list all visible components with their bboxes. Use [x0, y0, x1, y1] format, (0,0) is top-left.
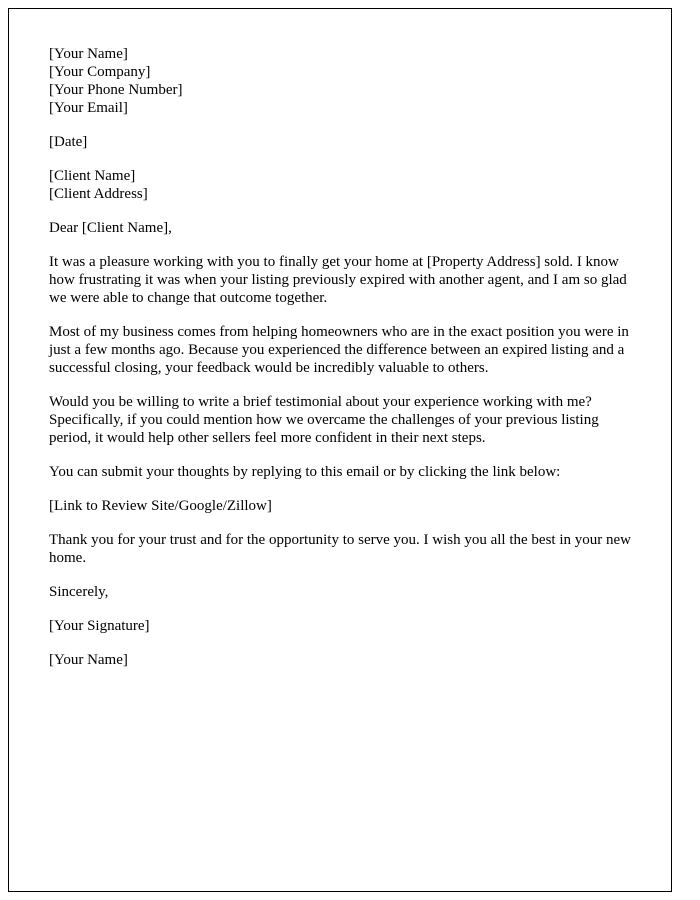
body-paragraph-3: Would you be willing to write a brief testimonial about your experience working with me? Specifically, if you could mention how we overcame the challenges of your previous listing period, it would help other sellers feel more confident in their next steps. — [49, 394, 599, 446]
letter-content — [9, 9, 671, 669]
date-block — [49, 133, 631, 151]
signed-name: [Your Name] — [49, 652, 128, 668]
review-link-placeholder: [Link to Review Site/Google/Zillow] — [49, 498, 272, 514]
recipient-block — [49, 167, 631, 203]
letter-date: [Date] — [49, 134, 88, 150]
closing-paragraph: Thank you for your trust and for the opportunity to serve you. I wish you all the best in your new home. — [49, 532, 631, 566]
sender-company: [Your Company] — [49, 64, 151, 80]
recipient-address: [Client Address] — [49, 186, 148, 202]
sender-name: [Your Name] — [49, 46, 128, 62]
letter-page — [8, 8, 672, 892]
sender-email: [Your Email] — [49, 100, 128, 116]
recipient-name: [Client Name] — [49, 168, 136, 184]
salutation: Dear [Client Name], — [49, 220, 172, 236]
body-paragraph-2: Most of my business comes from helping homeowners who are in the exact position you were in just a few months ago. Because you experienced the difference between an expired listing and a successful closing, your feedback would be incredibly valuable to others. — [49, 324, 629, 376]
sender-phone: [Your Phone Number] — [49, 82, 183, 98]
body-paragraph-1: It was a pleasure working with you to finally get your home at [Property Address] sold. I know how frustrating it was when your listing previously expired with another agent, and I am so glad we were able to change that outcome together. — [49, 254, 627, 306]
body-paragraph-4: You can submit your thoughts by replying to this email or by clicking the link below: — [49, 464, 561, 480]
signature-placeholder: [Your Signature] — [49, 618, 150, 634]
sender-block — [49, 45, 631, 117]
sign-off: Sincerely, — [49, 584, 109, 600]
